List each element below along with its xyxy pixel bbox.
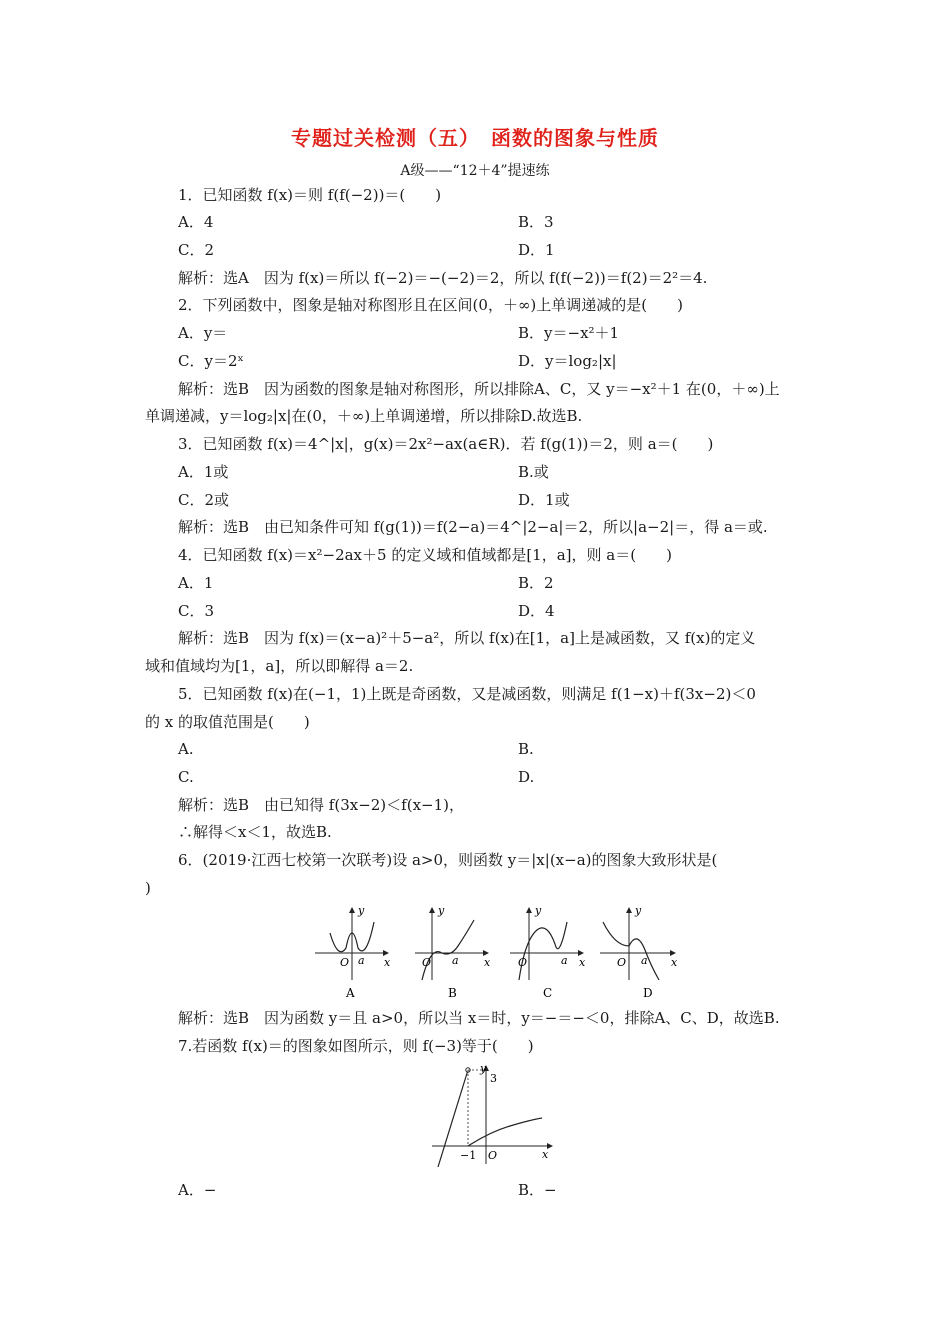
q6-a-x-label: x (384, 956, 391, 969)
q7-option-a: A．− (178, 1181, 217, 1199)
q1-option-a: A．4 (178, 213, 214, 231)
q7-x-label: x (542, 1148, 549, 1161)
q1-option-d: D．1 (518, 241, 555, 259)
q6-label-c: C (543, 986, 553, 1000)
q4-option-d: D．4 (518, 602, 555, 620)
q5-solution-line2: ∴解得＜x＜1，故选B. (178, 823, 332, 841)
q3-option-c: C．2或 (178, 491, 230, 509)
question-6-line1: 6．(2019·江西七校第一次联考)设 a>0，则函数 y＝|x|(x−a)的图象大致形状是( (178, 851, 718, 869)
q7-figure (430, 1060, 560, 1170)
q6-solution: 解析：选B 因为函数 y＝且 a>0，所以当 x＝时，y＝−＝−＜0，排除A、C、D，故选B. (178, 1009, 780, 1027)
q3-option-a: A．1或 (178, 463, 229, 481)
q6-b-a-mark: a (452, 954, 459, 967)
q6-c-y-label: y (535, 904, 542, 917)
q7-x-tick: −1 (460, 1149, 477, 1162)
q2-option-d: D．y＝log₂|x| (518, 352, 617, 370)
q2-option-b: B．y＝−x²＋1 (518, 324, 620, 342)
q6-b-y-label: y (438, 904, 445, 917)
q6-d-origin: O (617, 956, 627, 969)
q7-y-tick: 3 (490, 1072, 497, 1085)
q5-option-c: C. (178, 768, 194, 786)
q3-option-b: B.或 (518, 463, 549, 481)
q5-option-b: B. (518, 740, 534, 758)
q6-a-origin: O (340, 956, 350, 969)
q2-option-a: A．y＝ (178, 324, 228, 342)
q6-figure (310, 900, 700, 1000)
q6-d-y-label: y (635, 904, 642, 917)
q3-solution: 解析：选B 由已知条件可知 f(g(1))＝f(2−a)＝4^|2−a|＝2，所以|a−2|＝，得 a＝或. (178, 518, 768, 536)
q5-solution-line1: 解析：选B 由已知得 f(3x−2)＜f(x−1)， (178, 796, 464, 814)
q6-c-x-label: x (579, 956, 586, 969)
section-subtitle: A级——“12＋4”提速练 (400, 163, 550, 179)
q6-graph-d (600, 904, 678, 1000)
q1-option-b: B．3 (518, 213, 554, 231)
q7-option-b: B．− (518, 1181, 557, 1199)
q6-graph-b (415, 904, 491, 1000)
q6-b-origin: O (422, 956, 432, 969)
question-7: 7.若函数 f(x)＝的图象如图所示，则 f(−3)等于( ) (178, 1037, 534, 1055)
q6-b-x-label: x (484, 956, 491, 969)
q6-c-a-mark: a (561, 954, 568, 967)
q2-solution-line2: 单调递减，y＝log₂|x|在(0，＋∞)上单调递增，所以排除D.故选B. (145, 407, 583, 425)
q2-option-c: C．y＝2ˣ (178, 352, 244, 370)
q7-y-label: y (480, 1062, 487, 1075)
question-5-line2: 的 x 的取值范围是( ) (145, 713, 310, 731)
q6-d-a-mark: a (641, 954, 648, 967)
q6-a-y-label: y (358, 904, 365, 917)
page-title: 专题过关检测（五） 函数的图象与性质 (291, 126, 659, 150)
q2-solution-line1: 解析：选B 因为函数的图象是轴对称图形，所以排除A、C，又 y＝−x²＋1 在(0，＋∞)上 (178, 380, 780, 398)
question-4: 4．已知函数 f(x)＝x²−2ax＋5 的定义域和值域都是[1，a]，则 a＝( ) (178, 546, 672, 564)
q6-c-origin: O (518, 956, 528, 969)
q6-d-x-label: x (671, 956, 678, 969)
q6-label-d: D (643, 986, 653, 1000)
q6-graph-a (315, 904, 391, 1000)
q4-option-b: B．2 (518, 574, 554, 592)
q5-option-d: D. (518, 768, 535, 786)
question-2: 2．下列函数中，图象是轴对称图形且在区间(0，＋∞)上单调递减的是( ) (178, 296, 683, 314)
q4-option-c: C．3 (178, 602, 215, 620)
question-6-line2: ) (145, 879, 151, 897)
q3-option-d: D．1或 (518, 491, 570, 509)
q4-solution-line2: 域和值域均为[1，a]，所以即解得 a＝2. (145, 657, 414, 675)
q6-label-b: B (448, 986, 457, 1000)
q1-solution: 解析：选A 因为 f(x)＝所以 f(−2)＝−(−2)＝2，所以 f(f(−2))＝f(2)＝2²＝4. (178, 269, 708, 287)
question-3: 3．已知函数 f(x)＝4^|x|，g(x)＝2x²−ax(a∈R)．若 f(g(1))＝2，则 a＝( ) (178, 435, 714, 453)
q6-graph-c (510, 904, 586, 1000)
q6-label-a: A (346, 986, 355, 1000)
q1-option-c: C．2 (178, 241, 215, 259)
q5-option-a: A. (178, 740, 194, 758)
q6-a-a-mark: a (358, 954, 365, 967)
q4-option-a: A．1 (178, 574, 214, 592)
q4-solution-line1: 解析：选B 因为 f(x)＝(x−a)²＋5−a²，所以 f(x)在[1，a]上是减函数，又 f(x)的定义 (178, 629, 756, 647)
q7-origin: O (488, 1149, 498, 1162)
question-1: 1．已知函数 f(x)＝则 f(f(−2))＝( ) (178, 186, 442, 204)
question-5-line1: 5．已知函数 f(x)在(−1，1)上既是奇函数，又是减函数，则满足 f(1−x)＋f(3x−2)＜0 (178, 685, 756, 703)
